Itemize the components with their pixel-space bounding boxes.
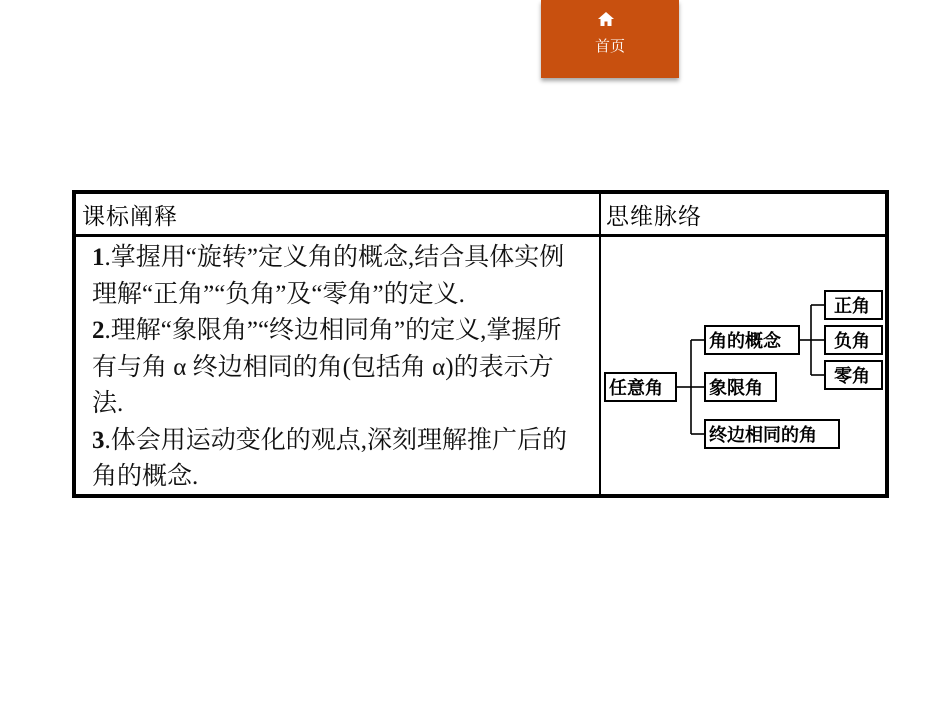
- mind-map: [601, 237, 886, 494]
- mind-map-coterminal: 终边相同的角: [709, 425, 817, 446]
- mind-map-root: 任意角: [609, 378, 663, 399]
- curriculum-header: 课标阐释: [82, 204, 178, 230]
- mind-map-quadrant: 象限角: [709, 378, 763, 399]
- goal-item: 3.体会用运动变化的观点,深刻理解推广后的角的概念.: [92, 426, 568, 490]
- home-icon: [597, 11, 615, 27]
- goals-list: [92, 240, 582, 496]
- mind-map-positive: 正角: [834, 296, 870, 317]
- mind-map-negative: 负角: [834, 331, 870, 352]
- goal-item: 1.掌握用“旋转”定义角的概念,结合具体实例理解“正角”“负角”及“零角”的定义.: [92, 244, 565, 308]
- mind-map-zero: 零角: [834, 366, 870, 387]
- home-label: 首页: [594, 37, 625, 55]
- goal-item: 2.理解“象限角”“终边相同角”的定义,掌握所有与角 α 终边相同的角(包括角 α)的表示方法.: [92, 317, 562, 417]
- mind-map-connectors: [676, 305, 825, 434]
- thinking-header: 思维脉络: [606, 204, 702, 230]
- mind-map-concept: 角的概念: [709, 331, 781, 352]
- lesson-table: [72, 190, 889, 498]
